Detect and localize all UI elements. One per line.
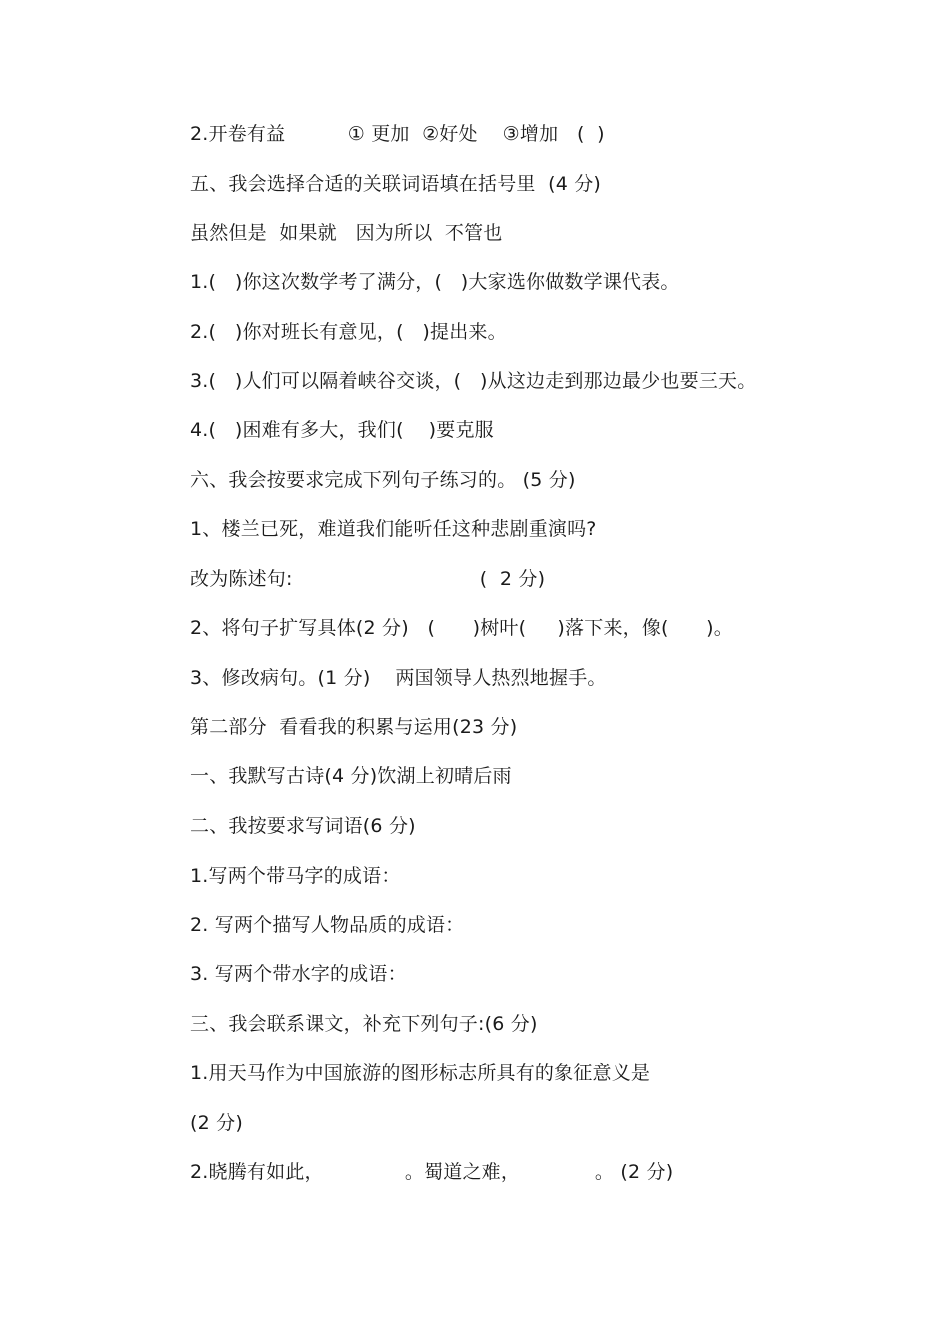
text-line: 2.( )你对班长有意见，( )提出来。 [190, 321, 507, 343]
section-heading: 五、我会选择合适的关联词语填在括号里 (4 分) [190, 173, 602, 195]
text-line: 改为陈述句: ( 2 分) [190, 568, 546, 590]
text-line: 1、楼兰已死，难道我们能听任这种悲剧重演吗? [190, 518, 597, 540]
text-line: 3、修改病句。(1 分) 两国领导人热烈地握手。 [190, 667, 607, 689]
text-line: 3.( )人们可以隔着峡谷交谈，( )从这边走到那边最少也要三天。 [190, 370, 757, 392]
text-line: (2 分) [190, 1112, 243, 1134]
text-line: 2、将句子扩写具体(2 分) ( )树叶( )落下来，像( )。 [190, 617, 733, 639]
section-heading: 二、我按要求写词语(6 分) [190, 815, 416, 837]
part-heading: 第二部分 看看我的积累与运用(23 分) [190, 716, 518, 738]
text-line: 1.用天马作为中国旅游的图形标志所具有的象征意义是 [190, 1062, 651, 1084]
text-line: 3. 写两个带水字的成语： [190, 963, 407, 985]
section-heading: 一、我默写古诗(4 分)饮湖上初晴后雨 [190, 765, 512, 787]
section-heading: 三、我会联系课文，补充下列句子:(6 分) [190, 1013, 538, 1035]
text-line: 虽然但是 如果就 因为所以 不管也 [190, 222, 503, 244]
text-line: 1.写两个带马字的成语： [190, 865, 401, 887]
text-line: 4.( )困难有多大，我们( )要克服 [190, 419, 494, 441]
text-line: 2.开卷有益 ① 更加 ②好处 ③增加 ( ) [190, 123, 605, 145]
text-line: 1.( )你这次数学考了满分，( )大家选你做数学课代表。 [190, 271, 680, 293]
section-heading: 六、我会按要求完成下列句子练习的。 (5 分) [190, 469, 576, 491]
text-line: 2. 写两个描写人物品质的成语： [190, 914, 465, 936]
text-line: 2.晓腾有如此， 。蜀道之难， 。 (2 分) [190, 1161, 674, 1183]
